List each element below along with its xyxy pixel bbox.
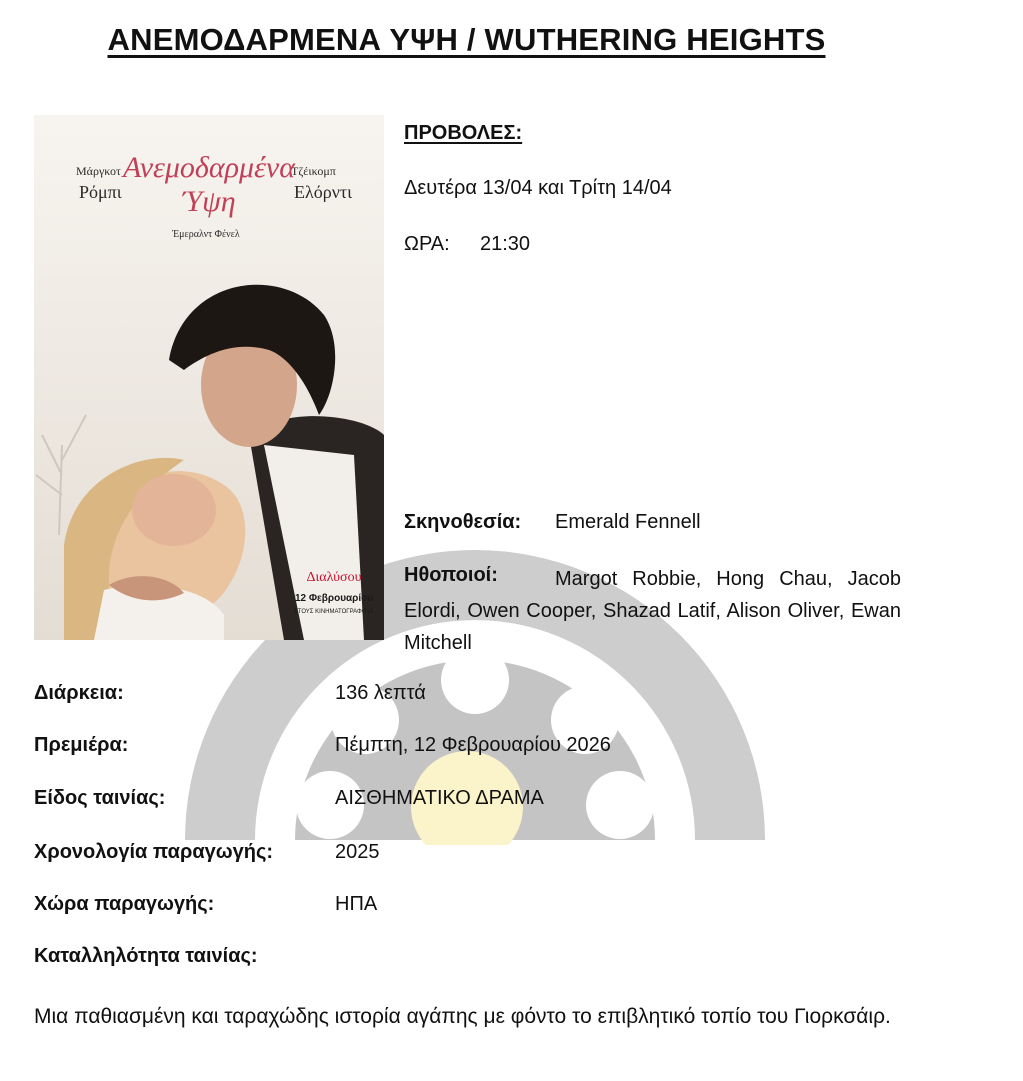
poster-distributor: Διαλύσου bbox=[306, 570, 362, 585]
premiere-label: Πρεμιέρα: bbox=[34, 734, 129, 756]
production-year-label: Χρονολογία παραγωγής: bbox=[34, 841, 274, 863]
premiere-value: Πέμπτη, 12 Φεβρουαρίου 2026 bbox=[335, 734, 611, 756]
synopsis: Μια παθιασμένη και ταραχώδης ιστορία αγάπης με φόντο το επιβλητικό τοπίο του Γιορκσάιρ. bbox=[34, 1005, 891, 1028]
director-label: Σκηνοθεσία: bbox=[404, 511, 522, 533]
genre-value: ΑΙΣΘΗΜΑΤΙΚΟ ΔΡΑΜΑ bbox=[335, 787, 544, 809]
page-title: ΑΝΕΜΟΔΑΡΜΕΝΑ ΥΨΗ / WUTHERING HEIGHTS bbox=[107, 22, 826, 57]
actors-value: Margot Robbie, Hong Chau, Jacob Elordi, Owen Cooper, Shazad Latif, Alison Oliver, Ewan Mitchell bbox=[404, 568, 901, 654]
poster-release-date: 12 Φεβρουαρίου bbox=[294, 593, 374, 604]
rating-label: Καταλληλότητα ταινίας: bbox=[34, 945, 258, 967]
screening-time-value: 21:30 bbox=[480, 233, 531, 255]
director-value: Emerald Fennell bbox=[555, 511, 701, 533]
poster-title-line1: Ανεμοδαρμένα bbox=[123, 151, 295, 184]
poster-title-line2: Ύψη bbox=[182, 185, 236, 218]
screenings-label: ΠΡΟΒΟΛΕΣ: bbox=[404, 122, 523, 144]
duration-label: Διάρκεια: bbox=[34, 682, 124, 704]
production-year-value: 2025 bbox=[335, 841, 380, 863]
movie-poster bbox=[34, 115, 384, 640]
poster-actor-right-first: Τζέικομπ bbox=[291, 164, 336, 178]
screening-time-label: ΩΡΑ: bbox=[404, 233, 450, 255]
poster-director: Έμεραλντ Φένελ bbox=[172, 229, 240, 240]
duration-value: 136 λεπτά bbox=[335, 682, 426, 704]
production-country-value: ΗΠΑ bbox=[335, 893, 378, 915]
genre-label: Είδος ταινίας: bbox=[34, 787, 166, 809]
poster-actor-left-first: Μάργκοτ bbox=[76, 164, 121, 178]
poster-actor-right-last: Ελόρντι bbox=[294, 182, 352, 202]
poster-actor-left-last: Ρόμπι bbox=[79, 182, 122, 202]
production-country-label: Χώρα παραγωγής: bbox=[34, 893, 215, 915]
actors-label: Ηθοποιοί: bbox=[404, 564, 498, 586]
poster-release-note: ΣΤΟΥΣ ΚΙΝΗΜΑΤΟΓΡΑΦΟΥΣ bbox=[294, 609, 374, 615]
screening-dates: Δευτέρα 13/04 και Τρίτη 14/04 bbox=[404, 177, 672, 199]
